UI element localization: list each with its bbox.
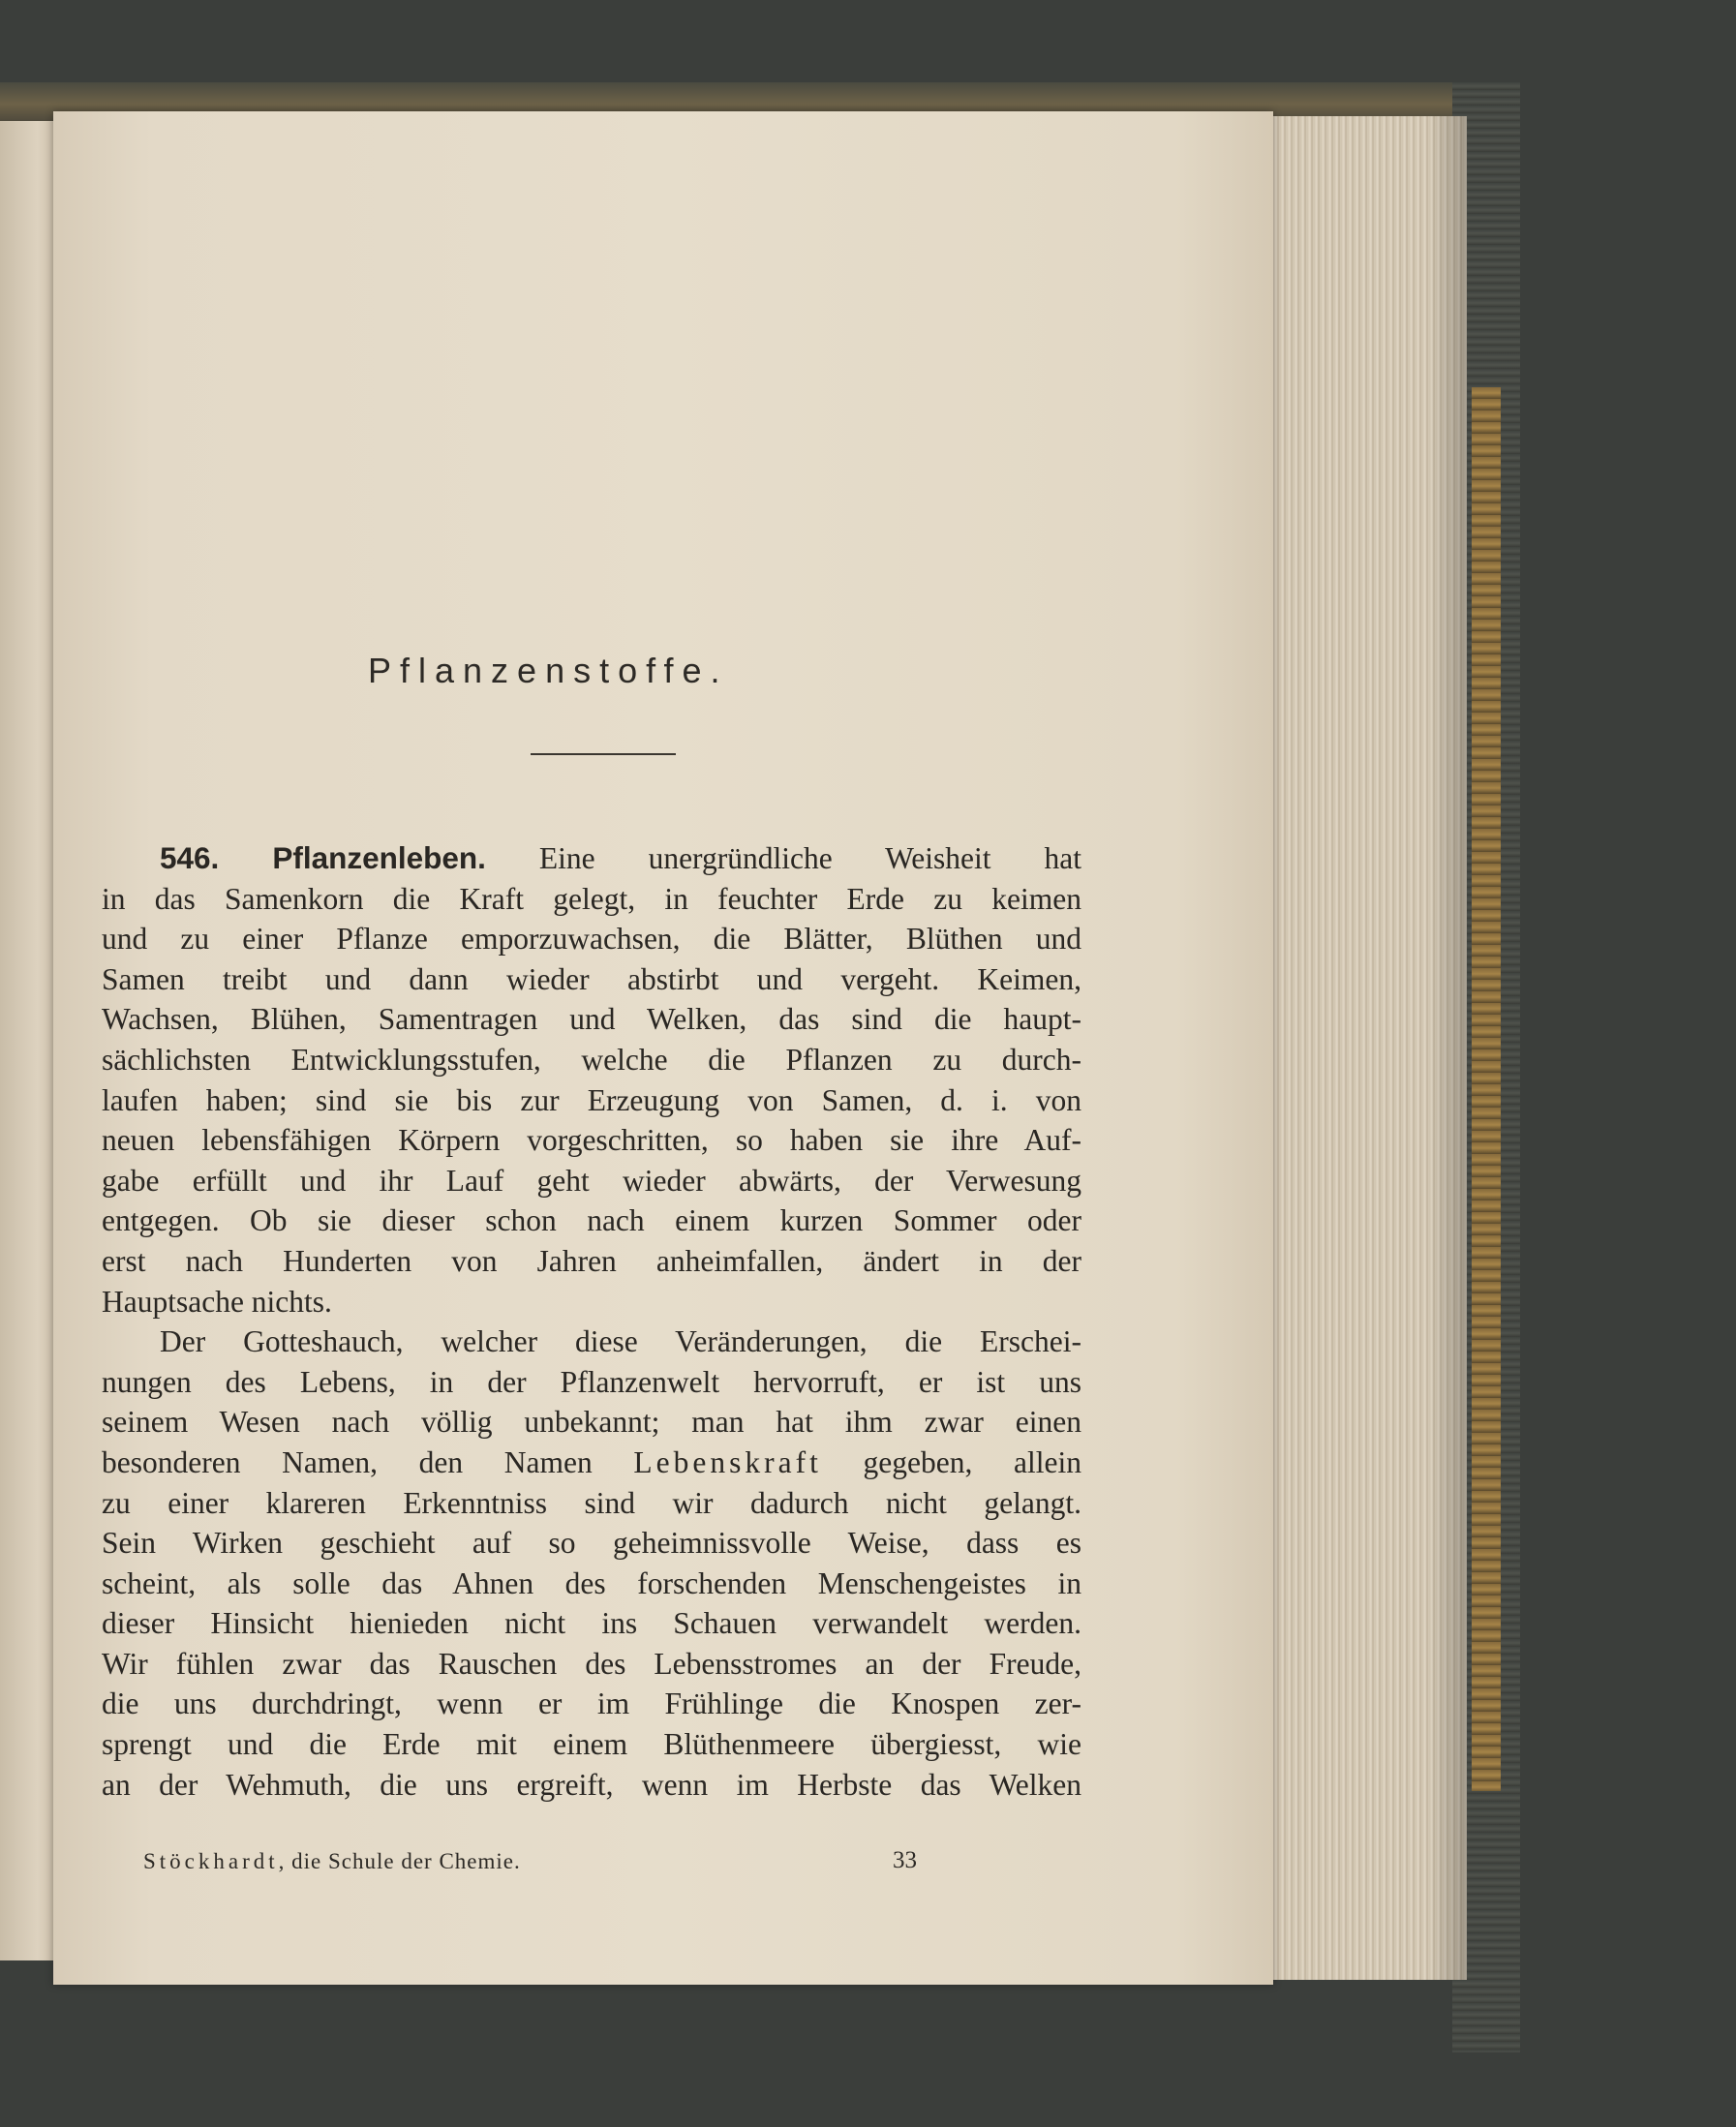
text-line: laufen haben; sind sie bis zur Erzeugung von Samen, d. i. von	[102, 1082, 1081, 1117]
footer-signature	[143, 1849, 521, 1874]
text-line: Hauptsache nichts.	[102, 1284, 332, 1319]
paragraph-heading: Pflanzenleben.	[272, 840, 486, 875]
title-rule	[531, 753, 676, 755]
text-line: die uns durchdringt, wenn er im Frühlinge die Knospen zer-	[102, 1686, 1081, 1721]
paragraph-number: 546.	[160, 840, 220, 875]
text-line: sächlichsten Entwicklungsstufen, welche die Pflanzen zu durch-	[102, 1042, 1081, 1077]
page-number: 33	[893, 1847, 917, 1873]
footer-work: , die Schule der Chemie.	[278, 1849, 521, 1873]
text-line: besonderen Namen, den Namen Lebenskraft gegeben, allein	[102, 1444, 1081, 1479]
emphasized-term: Lebenskraft	[633, 1444, 822, 1479]
text-line: Samen treibt und dann wieder abstirbt und vergeht. Keimen,	[102, 961, 1081, 996]
section-title: Pflanzenstoffe.	[368, 651, 729, 690]
text-line: erst nach Hunderten von Jahren anheimfallen, ändert in der	[102, 1243, 1081, 1278]
body-text	[102, 838, 1081, 1805]
text-line: sprengt und die Erde mit einem Blüthenmeere übergiesst, wie	[102, 1727, 1081, 1762]
cover-decoration	[1472, 387, 1501, 1791]
text-line: zu einer klareren Erkenntniss sind wir dadurch nicht gelangt.	[102, 1485, 1081, 1520]
page-stack-shadow	[1428, 116, 1467, 1980]
text-line: nungen des Lebens, in der Pflanzenwelt hervorruft, er ist uns	[102, 1364, 1081, 1399]
facing-page-edge	[0, 121, 53, 1960]
text-line: Wir fühlen zwar das Rauschen des Lebensstromes an der Freude,	[102, 1646, 1081, 1681]
footer-author: Stöckhardt	[143, 1849, 279, 1873]
text-line: seinem Wesen nach völlig unbekannt; man hat ihm zwar einen	[102, 1405, 1081, 1440]
text-line: gabe erfüllt und ihr Lauf geht wieder abwärts, der Verwesung	[102, 1163, 1081, 1198]
text-line: scheint, als solle das Ahnen des forschenden Menschengeistes in	[102, 1565, 1081, 1600]
text-line: Der Gotteshauch, welcher diese Veränderungen, die Erschei-	[160, 1324, 1081, 1359]
text-line: und zu einer Pflanze emporzuwachsen, die Blätter, Blüthen und	[102, 922, 1081, 957]
text-line: an der Wehmuth, die uns ergreift, wenn im Herbste das Welken	[102, 1767, 1081, 1802]
text-line: neuen lebensfähigen Körpern vorgeschritten, so haben sie ihre Auf-	[102, 1123, 1081, 1158]
text-line: 546. Pflanzenleben. Eine unergründliche Weisheit hat	[160, 840, 1082, 875]
text-line: Sein Wirken geschieht auf so geheimnissvolle Weise, dass es	[102, 1526, 1081, 1561]
text-line: Wachsen, Blühen, Samentragen und Welken, das sind die haupt-	[102, 1002, 1081, 1037]
text-line: dieser Hinsicht hienieden nicht ins Schauen verwandelt werden.	[102, 1606, 1081, 1641]
text-line: entgegen. Ob sie dieser schon nach einem kurzen Sommer oder	[102, 1203, 1081, 1238]
text-line: in das Samenkorn die Kraft gelegt, in feuchter Erde zu keimen	[102, 881, 1081, 916]
